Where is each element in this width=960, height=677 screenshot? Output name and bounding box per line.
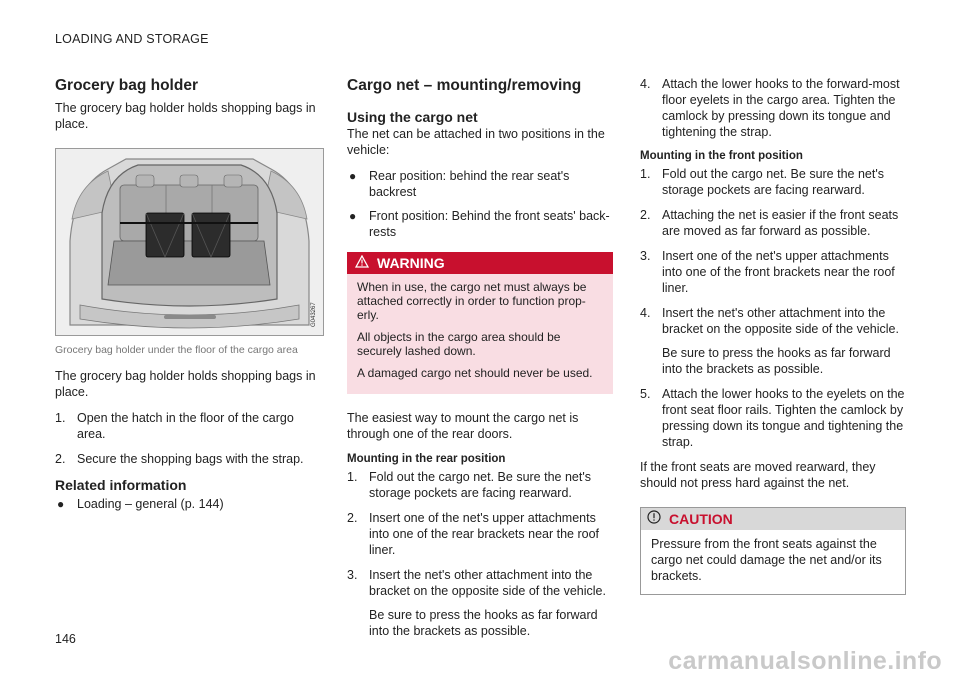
rear-steps	[347, 469, 615, 639]
cargo-area-illustration	[55, 148, 324, 336]
related-link-loading-general[interactable]: ● Loading – general (p. 144)	[57, 497, 224, 511]
caution-body: Pressure from the front seats against the cargo net could damage the net and/or its brackets.	[651, 537, 882, 583]
warning-box	[347, 252, 613, 394]
list-item: 2. Insert one of the net's upper attachments into one of the rear brackets near the roof liner.	[347, 511, 599, 557]
warning-body	[347, 274, 613, 394]
bullet-icon: ●	[57, 497, 65, 511]
list-item: 1. Fold out the cargo net. Be sure the net's storage pockets are facing rearward.	[640, 167, 884, 197]
list-item: 4. Attach the lower hooks to the forward-most floor eyelets in the cargo area. Tighten the camlock by pressing down its tongue and tightening the strap.	[640, 77, 900, 139]
page-number: 146	[55, 632, 76, 646]
list-item: 1. Fold out the cargo net. Be sure the net's storage pockets are facing rearward.	[347, 470, 591, 500]
closing-text: If the front seats are moved rearward, they should not press hard against the net.	[640, 460, 876, 490]
warning-text: A damaged cargo net should never be used.	[357, 366, 593, 380]
running-header: LOADING AND STORAGE	[55, 32, 209, 46]
related-information-list	[55, 496, 325, 512]
column-grocery-bag-holder	[55, 76, 325, 522]
cargo-net-intro: The net can be attached in two positions in the vehicle:	[347, 127, 605, 157]
rear-steps-continued	[640, 76, 910, 140]
list-item: 3. Insert one of the net's upper attachments into one of the front brackets near the roof liner.	[640, 249, 895, 295]
list-item: ● Rear position: behind the rear seat's backrest	[349, 169, 570, 199]
grocery-intro: The grocery bag holder holds shopping bags in place.	[55, 101, 316, 131]
warning-text: When in use, the cargo net must always be attached correctly in order to function prop-erly.	[357, 280, 587, 322]
figure-caption: Grocery bag holder under the floor of the cargo area	[55, 344, 298, 356]
related-information-heading: Related information	[55, 477, 187, 493]
warning-text: All objects in the cargo area should be securely lashed down.	[357, 330, 561, 358]
list-item: 2. Secure the shopping bags with the strap.	[55, 452, 304, 466]
front-steps	[640, 166, 910, 450]
bullet-icon: ●	[349, 209, 357, 223]
list-item: 3. Insert the net's other attachment into the bracket on the opposite side of the vehicle. Be sure to press the hooks as far forward into the brackets as possible.	[347, 568, 606, 638]
bullet-icon: ●	[349, 169, 357, 183]
grocery-steps	[55, 410, 325, 467]
watermark: carmanualsonline.info	[668, 647, 942, 675]
exclamation-circle-icon	[647, 508, 661, 530]
section-title-cargo-net: Cargo net – mounting/removing	[347, 77, 582, 94]
grocery-body: The grocery bag holder holds shopping bags in place.	[55, 369, 316, 399]
section-title-grocery-bag-holder: Grocery bag holder	[55, 77, 198, 94]
warning-header	[347, 252, 613, 274]
position-list	[347, 168, 615, 240]
column-cargo-net	[347, 76, 615, 648]
column-cargo-net-continued	[640, 76, 910, 595]
front-position-heading: Mounting in the front position	[640, 150, 803, 162]
subheading-using-cargo-net: Using the cargo net	[347, 109, 478, 125]
easiest-way-text: The easiest way to mount the cargo net is through one of the rear doors.	[347, 411, 579, 441]
warning-triangle-icon	[355, 252, 369, 274]
caution-title: CAUTION	[669, 511, 733, 527]
warning-title: WARNING	[377, 255, 445, 271]
caution-header	[641, 508, 905, 530]
caution-box	[640, 507, 906, 595]
list-item: ● Front position: Behind the front seats' back-rests	[349, 209, 610, 239]
cargo-area-drawing	[56, 149, 323, 335]
list-item: 1. Open the hatch in the floor of the cargo area.	[55, 411, 294, 441]
list-item: 5. Attach the lower hooks to the eyelets on the front seat floor rails. Tighten the camlock by pressing down its tongue and tightening the strap.	[640, 387, 905, 449]
figure-code: G043267	[311, 302, 317, 327]
rear-position-heading: Mounting in the rear position	[347, 453, 506, 465]
list-item: 2. Attaching the net is easier if the front seats are moved as far forward as possible.	[640, 208, 899, 238]
list-item: 4. Insert the net's other attachment into the bracket on the opposite side of the vehicle. Be sure to press the hooks as far forward into the brackets as possible.	[640, 306, 899, 376]
